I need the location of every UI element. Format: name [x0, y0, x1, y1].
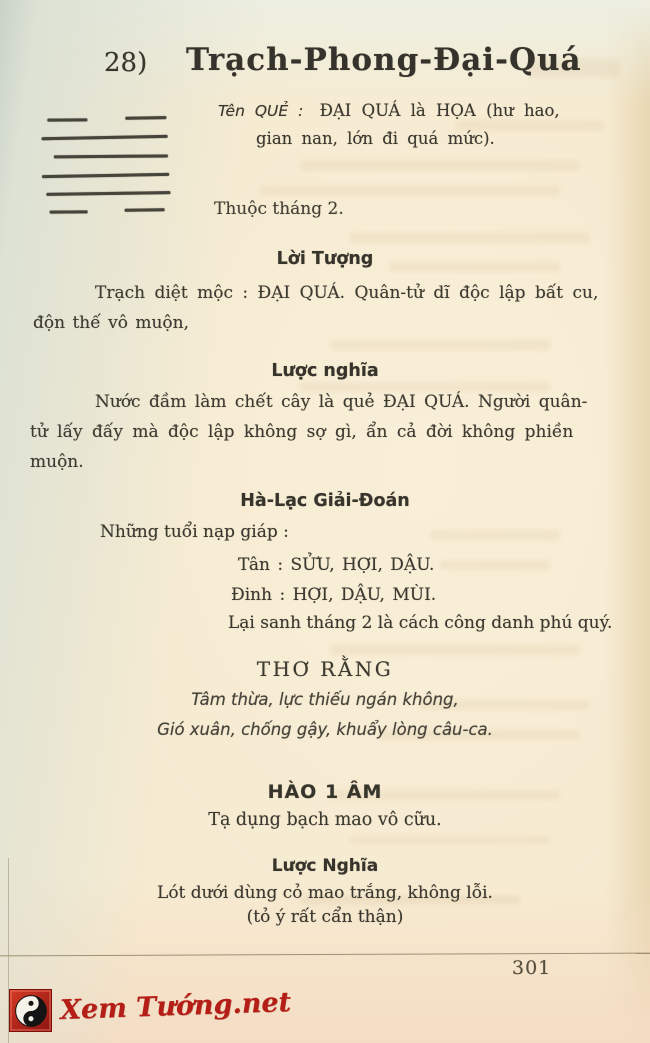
- bleed-through-mark: [440, 560, 550, 570]
- hexagram-line-3-yang: [42, 173, 169, 178]
- section-heading-loi-tuong: Lời Tượng: [276, 249, 374, 269]
- bleed-through-mark: [260, 185, 560, 196]
- ten-que-value-line1: ĐẠI QUÁ là HỌA (hư hao,: [319, 101, 560, 120]
- hexagram-line-4-yang: [54, 154, 168, 158]
- ha-lac-row-note: Lại sanh tháng 2 là cách công danh phú quý.: [228, 613, 613, 633]
- yin-yang-icon: [9, 989, 52, 1032]
- bleed-through-mark: [300, 382, 550, 392]
- ten-que-value-line2: gian nan, lớn đi quá mức).: [256, 129, 495, 148]
- hexagram-line-5-yang: [42, 135, 168, 140]
- hao-1-am-text: Tạ dụng bạch mao vô cữu.: [208, 810, 442, 830]
- section-heading-ha-lac: Hà-Lạc Giải-Đoán: [240, 491, 410, 511]
- loi-tuong-line2: độn thế vô muộn,: [33, 313, 190, 333]
- month-note: Thuộc tháng 2.: [214, 199, 344, 219]
- bleed-through-mark: [430, 530, 560, 540]
- ha-lac-row-dinh: Đinh : HỢI, DẬU, MÙI.: [231, 585, 437, 605]
- hexagram-line-6-yin-right: [125, 116, 166, 120]
- ha-lac-intro: Những tuổi nạp giáp :: [100, 522, 289, 542]
- hexagram-line-1-yin-left: [50, 210, 88, 213]
- luoc-nghia-1-line1: Nước đầm làm chết cây là quẻ ĐẠI QUÁ. Người quân-: [95, 392, 588, 412]
- section-heading-hao-1-am: HÀO 1 ÂM: [267, 781, 383, 803]
- bleed-through-mark: [330, 340, 550, 350]
- section-heading-luoc-nghia-2: Lược Nghĩa: [271, 856, 379, 876]
- hexagram-name-definition: [218, 101, 560, 120]
- hexagram-line-1-yin-right: [125, 208, 165, 212]
- luoc-nghia-1-line3: muộn.: [30, 452, 84, 472]
- luoc-nghia-2-line2: (tỏ ý rất cẩn thận): [246, 907, 404, 927]
- section-heading-luoc-nghia-1: Lược nghĩa: [271, 361, 379, 381]
- hexagram-figure: [41, 113, 170, 218]
- hexagram-line-6-yin-left: [47, 118, 87, 121]
- loi-tuong-line1: Trạch diệt mộc : ĐẠI QUÁ. Quân-tử dĩ độc lập bất cu,: [95, 283, 599, 303]
- poem-verse-1: Tâm thừa, lực thiếu ngán không,: [191, 690, 459, 709]
- site-watermark: [9, 986, 292, 1032]
- hexagram-index-number: 28): [104, 48, 148, 78]
- ha-lac-row-tan: Tân : SỬU, HỢI, DẬU.: [238, 555, 435, 575]
- bleed-through-mark: [350, 835, 550, 845]
- luoc-nghia-1-line2: tử lấy đấy mà độc lập không sợ gì, ẩn cả đời không phiền: [30, 422, 574, 442]
- ten-que-label: Tên QUẺ :: [218, 102, 304, 120]
- page-number: 301: [512, 957, 552, 979]
- watermark-text: Xem Tướng.net: [59, 986, 292, 1027]
- section-heading-tho-rang: THƠ RẰNG: [256, 657, 394, 681]
- bleed-through-mark: [330, 645, 580, 655]
- luoc-nghia-2-line1: Lót dưới dùng cỏ mao trắng, không lỗi.: [157, 883, 493, 903]
- page-title: Trạch-Phong-Đại-Quá: [186, 42, 582, 78]
- poem-verse-2: Gió xuân, chống gậy, khuẩy lòng câu-ca.: [157, 720, 493, 739]
- footer-rule: [0, 953, 650, 957]
- bleed-through-mark: [350, 232, 590, 243]
- hexagram-line-2-yang: [46, 191, 170, 196]
- bleed-through-mark: [300, 160, 580, 171]
